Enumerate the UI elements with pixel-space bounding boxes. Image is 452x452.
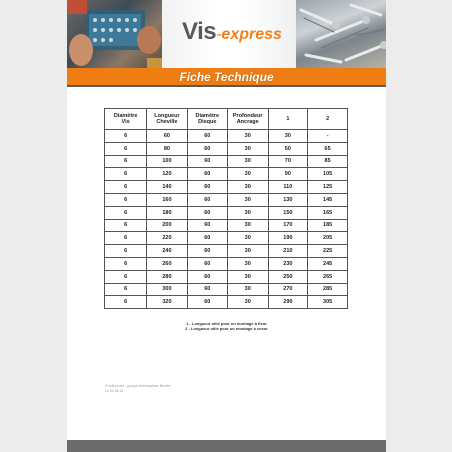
vis-express-logo [182, 18, 282, 46]
table-cell: 30 [227, 193, 268, 206]
header-line: Vis [121, 119, 130, 125]
table-cell: 125 [308, 181, 348, 194]
table-row [105, 270, 348, 283]
table-cell: 30 [268, 130, 308, 143]
table-cell: 6 [105, 232, 147, 245]
header-line: Disque [198, 119, 217, 125]
screws-photo-illustration [296, 0, 386, 68]
footnote-2: 2 - Longueur utile pour un montage à coeur [185, 326, 268, 331]
page-title: Fiche Technique [179, 70, 274, 84]
table-cell: 120 [147, 168, 187, 181]
table-cell: 110 [268, 181, 308, 194]
table-cell: 285 [308, 283, 348, 296]
table-cell: 60 [187, 296, 227, 309]
table-cell: 6 [105, 296, 147, 309]
header-line: Profondeur [232, 112, 263, 119]
table-cell: 6 [105, 155, 147, 168]
table-cell: 6 [105, 270, 147, 283]
header-diametre-disque [187, 109, 227, 130]
table-cell: 300 [147, 283, 187, 296]
table-cell: 200 [147, 219, 187, 232]
table-cell: 6 [105, 206, 147, 219]
table-cell: 6 [105, 257, 147, 270]
table-cell: 60 [187, 245, 227, 258]
title-bar [67, 68, 386, 87]
table-cell: 60 [187, 219, 227, 232]
table-cell: 6 [105, 219, 147, 232]
table-body [105, 130, 348, 309]
table-row [105, 130, 348, 143]
table-cell: 30 [227, 270, 268, 283]
footnotes [67, 321, 386, 331]
table-cell: 30 [227, 219, 268, 232]
header-line: 2 [326, 115, 330, 122]
logo-dash: - [216, 26, 222, 43]
table-cell: 60 [147, 130, 187, 143]
header-banner [67, 0, 386, 68]
credit-line: Crédit photo : groupe d'entreprises Becker [105, 384, 171, 388]
table-cell: 225 [308, 245, 348, 258]
header-line: Longueur [154, 112, 180, 119]
table-cell: 60 [187, 257, 227, 270]
table-cell: 160 [147, 193, 187, 206]
header-diametre-vis [105, 109, 147, 130]
table-cell: 60 [187, 181, 227, 194]
table-cell: 130 [268, 193, 308, 206]
table-cell: 6 [105, 181, 147, 194]
logo-vis-text: Vis [182, 18, 217, 45]
table-cell: 6 [105, 130, 147, 143]
logo-area [162, 0, 296, 68]
table-row [105, 257, 348, 270]
table-cell: 30 [227, 130, 268, 143]
header-profondeur-ancrage [227, 109, 268, 130]
table-row [105, 155, 348, 168]
table-cell: 220 [147, 232, 187, 245]
tools-photo-illustration [67, 0, 162, 68]
table-cell: 140 [147, 181, 187, 194]
header-col-1 [268, 109, 308, 130]
table-cell: 305 [308, 296, 348, 309]
table-cell: 30 [227, 155, 268, 168]
table-row [105, 283, 348, 296]
photo-credits [105, 384, 171, 394]
table-cell: 65 [308, 142, 348, 155]
table-cell: 290 [268, 296, 308, 309]
header-line: Diamètre [195, 112, 220, 119]
date-line: Le 02.06.22 [105, 389, 124, 393]
table-cell: 90 [268, 168, 308, 181]
table-cell: 100 [147, 155, 187, 168]
table-cell: 60 [187, 270, 227, 283]
table-cell: 60 [187, 283, 227, 296]
footnote-1: 1 - Longueur utile pour un montage à fleur [186, 321, 267, 326]
table-row [105, 232, 348, 245]
table-cell: 70 [268, 155, 308, 168]
table-cell: 30 [227, 283, 268, 296]
table-cell: 80 [147, 142, 187, 155]
table-cell: 30 [227, 257, 268, 270]
header-line: Ancrage [236, 119, 259, 125]
table-cell: 240 [147, 245, 187, 258]
table-cell: 30 [227, 206, 268, 219]
header-line: Diamètre [113, 112, 138, 119]
table-cell: 165 [308, 206, 348, 219]
table-row [105, 206, 348, 219]
table-row [105, 296, 348, 309]
table-cell: 6 [105, 168, 147, 181]
table-cell: 6 [105, 142, 147, 155]
table-cell: 6 [105, 193, 147, 206]
table-cell: 190 [268, 232, 308, 245]
table-row [105, 193, 348, 206]
table-cell: 60 [187, 142, 227, 155]
table-row [105, 142, 348, 155]
header-line: Cheville [156, 119, 178, 125]
table-cell: 30 [227, 245, 268, 258]
table-cell: 150 [268, 206, 308, 219]
table-cell: 320 [147, 296, 187, 309]
logo-express-text: express [221, 26, 282, 43]
table-cell: 210 [268, 245, 308, 258]
spec-table [104, 108, 348, 309]
header-line: 1 [286, 115, 290, 122]
table-cell: - [308, 130, 348, 143]
table-cell: 60 [187, 206, 227, 219]
table-cell: 185 [308, 219, 348, 232]
table-cell: 60 [187, 193, 227, 206]
table-cell: 170 [268, 219, 308, 232]
table-row [105, 168, 348, 181]
table-cell: 280 [147, 270, 187, 283]
table-cell: 60 [187, 130, 227, 143]
footer-bar [67, 440, 386, 452]
table-row [105, 181, 348, 194]
table-cell: 180 [147, 206, 187, 219]
workshop-photo [67, 0, 162, 68]
header-longueur-cheville [147, 109, 187, 130]
screws-photo [296, 0, 386, 68]
table-cell: 60 [187, 168, 227, 181]
header-col-2 [308, 109, 348, 130]
table-cell: 105 [308, 168, 348, 181]
table-cell: 60 [187, 155, 227, 168]
table-cell: 265 [308, 270, 348, 283]
table-cell: 205 [308, 232, 348, 245]
table-cell: 50 [268, 142, 308, 155]
table-cell: 230 [268, 257, 308, 270]
table-header-row [105, 109, 348, 130]
table-cell: 85 [308, 155, 348, 168]
table-row [105, 219, 348, 232]
table-cell: 270 [268, 283, 308, 296]
table-cell: 260 [147, 257, 187, 270]
table-cell: 145 [308, 193, 348, 206]
table-cell: 30 [227, 168, 268, 181]
table-cell: 6 [105, 245, 147, 258]
table-cell: 60 [187, 232, 227, 245]
table-cell: 245 [308, 257, 348, 270]
table-cell: 30 [227, 181, 268, 194]
table-cell: 30 [227, 296, 268, 309]
document-page [67, 0, 386, 452]
table-cell: 30 [227, 142, 268, 155]
table-cell: 250 [268, 270, 308, 283]
table-cell: 6 [105, 283, 147, 296]
table-cell: 30 [227, 232, 268, 245]
table-row [105, 245, 348, 258]
